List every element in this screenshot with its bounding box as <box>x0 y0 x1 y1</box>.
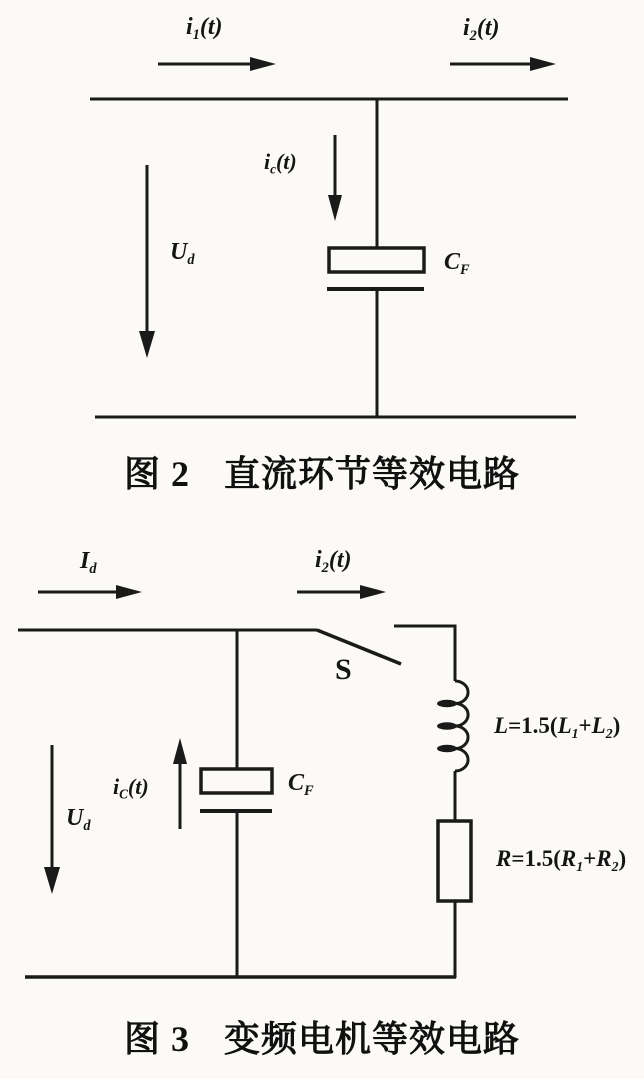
fig3-switch-contact <box>394 626 455 681</box>
figure3-circuit <box>18 585 471 978</box>
fig3-label-i2: $i_2(t)$ <box>315 547 352 577</box>
fig2-label-i1: $i_1(t)$ <box>186 14 223 44</box>
fig3-inductor-loop-leaf-2 <box>437 722 457 730</box>
fig3-label-cf: $C_F$ <box>288 770 314 800</box>
figure3-caption-number: 图 3 <box>123 1019 190 1059</box>
fig3-inductor-loop-leaf-1 <box>437 700 457 708</box>
fig3-ud-arrow-head <box>44 867 60 894</box>
fig3-ic-arrow-head <box>173 738 187 764</box>
fig3-id-arrow-head <box>116 585 142 599</box>
fig2-capacitor-top-plate <box>329 248 424 272</box>
figure3-caption <box>0 1021 644 1057</box>
fig2-i2-arrow-head <box>530 57 556 71</box>
fig2-label-ic: $i_c(t)$ <box>264 149 297 177</box>
fig3-i2-arrow-head <box>360 585 386 599</box>
fig2-i1-arrow-head <box>250 57 276 71</box>
fig3-label-ic: $i_C(t)$ <box>113 774 149 802</box>
fig2-label-i2: $i_2(t)$ <box>463 15 500 45</box>
fig2-ic-arrow-head <box>328 195 342 221</box>
figure3-caption-title: 变频电机等效电路 <box>224 1019 521 1059</box>
fig3-label-switch: S <box>335 653 352 686</box>
fig3-capacitor-top-plate <box>201 769 272 793</box>
figure2-caption-title: 直流环节等效电路 <box>224 454 521 494</box>
figure2-circuit <box>90 57 576 417</box>
figure2-caption-number: 图 2 <box>123 454 190 494</box>
fig3-label-id: $I_d$ <box>80 548 97 578</box>
fig3-resistor-box <box>438 821 471 901</box>
fig3-label-inductance-equation: $L=1.5(L_1+L_2)$ <box>494 713 621 741</box>
fig3-label-ud: $U_d$ <box>66 805 91 835</box>
fig3-switch-blade <box>317 630 401 664</box>
fig2-label-cf: $C_F$ <box>444 249 470 279</box>
fig2-ud-arrow-head <box>139 331 155 358</box>
figure2-caption <box>0 456 644 492</box>
fig3-label-resistance-equation: $R=1.5(R_1+R_2)$ <box>496 846 627 874</box>
fig2-label-ud: $U_d$ <box>170 239 195 269</box>
fig3-inductor-loop-leaf-3 <box>437 745 457 753</box>
